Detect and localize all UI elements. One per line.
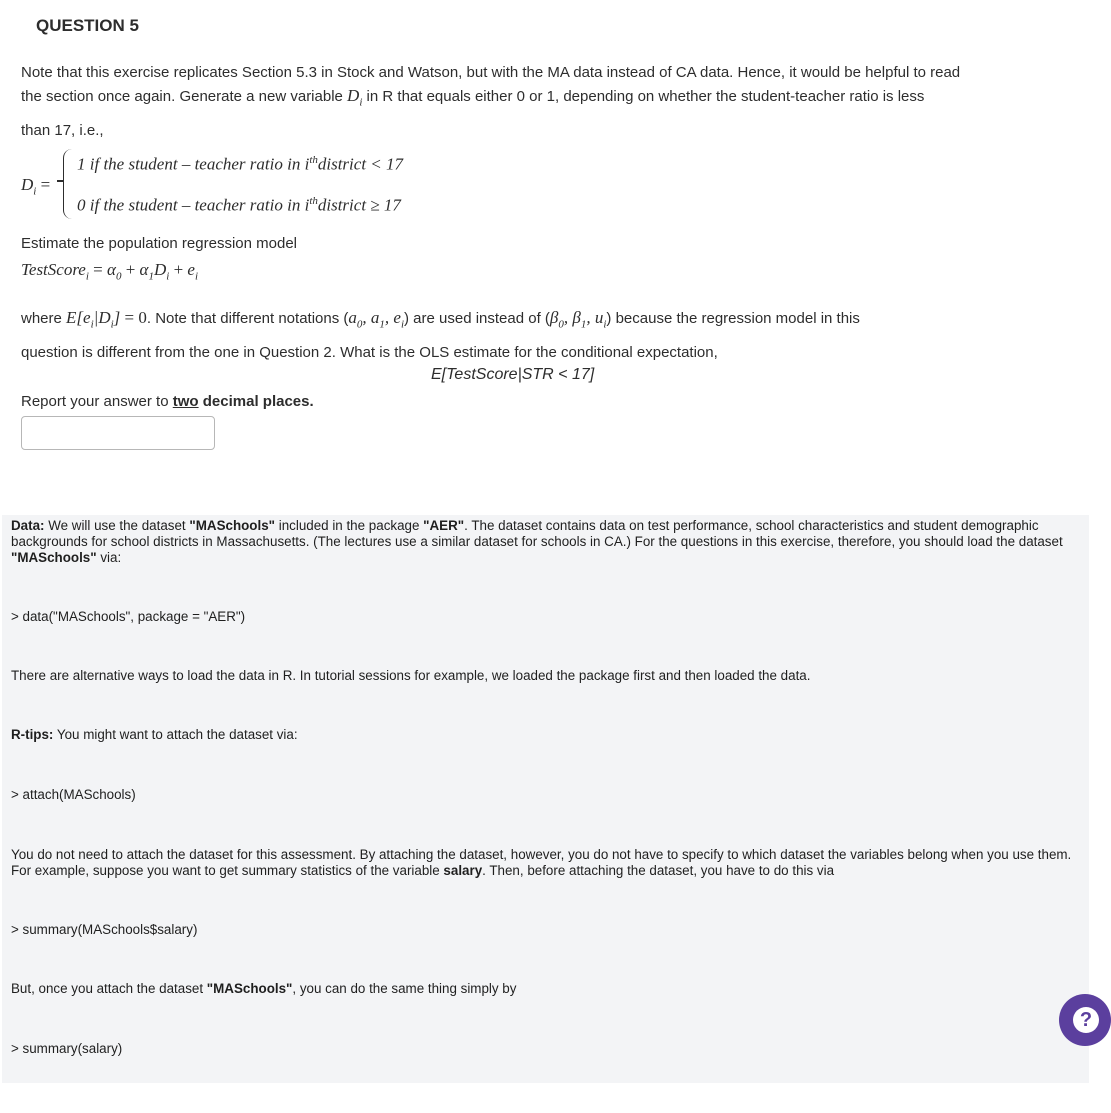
help-button[interactable] [1059,994,1111,1046]
where-line: where $E[e_i|D_i] = 0$. Note that different notations ($a_0$, $a_1$, $e_i$) are used instead of ($\beta_0$, $\beta_1$, $u_i$) because the regression model in this [21,308,860,331]
code-attach: > attach(MASchools) [11,787,136,802]
data-description: Data: We will use the dataset "MASchools" included in the package "AER". The dataset contains data on test performance, school characteristics and student demographic backgrounds for school districts in Massachusetts. (The lectures use a similar dataset for schools in CA.) For the questions in this exercise, therefore, you should load the dataset "MASchools" via: [11,518,1063,565]
question-line: question is different from the one in Question 2. What is the OLS estimate for the conditional expectation, [21,344,718,361]
alternative-text: There are alternative ways to load the data in R. In tutorial sessions for example, we loaded the package first and then loaded the data. [11,668,811,683]
question-icon: ? [1073,1007,1099,1033]
intro-line-3: than 17, i.e., [21,122,104,139]
attach-explanation: You do not need to attach the dataset for this assessment. By attaching the dataset, however, you do not have to specify to which dataset the variables belong when you use them. For example, suppose you want to get summary statistics of the variable salary. Then, before attaching the dataset, you have to do this via [11,847,1072,878]
left-brace [63,149,72,219]
case-zero: 0 if the student – teacher ratio in $i^{th}district \ge 17$ [77,195,401,215]
intro-line-1: Note that this exercise replicates Section 5.3 in Stock and Watson, but with the MA data instead of CA data. Hence, it would be helpful to read [21,64,961,81]
regression-model: TestScore$_i$ = $\alpha_0 + \alpha_1D_i + e_i$ [21,260,199,283]
rtips-text: R-tips: You might want to attach the dataset via: [11,727,298,742]
report-instruction: Report your answer to two decimal places. [21,393,314,410]
data-panel [2,515,1089,1083]
case-one: 1 if the student – teacher ratio in $i^{th}district < 17$ [77,154,404,174]
once-attached-text: But, once you attach the dataset "MASchools", you can do the same thing simply by [11,981,517,996]
code-load-data: > data("MASchools", package = "AER") [11,609,246,624]
answer-input[interactable] [21,416,215,450]
intro-line-2: the section once again. Generate a new variable $D_i$ in R that equals either 0 or 1, depending on whether the student-teacher ratio is less [21,86,925,109]
conditional-expectation: E[TestScore|STR < 17] [431,366,595,383]
code-summary-full: > summary(MASchools$salary) [11,922,198,937]
question-title: QUESTION 5 [36,16,139,35]
code-summary-short: > summary(salary) [11,1041,123,1056]
estimate-text: Estimate the population regression model [21,235,297,252]
piecewise-definition: $D_i$ = 1 if the student – teacher ratio in $i^{th}district < 17$ 0 if the student – teacher ratio in $i^{th}district \ge 17$ [21,145,541,225]
